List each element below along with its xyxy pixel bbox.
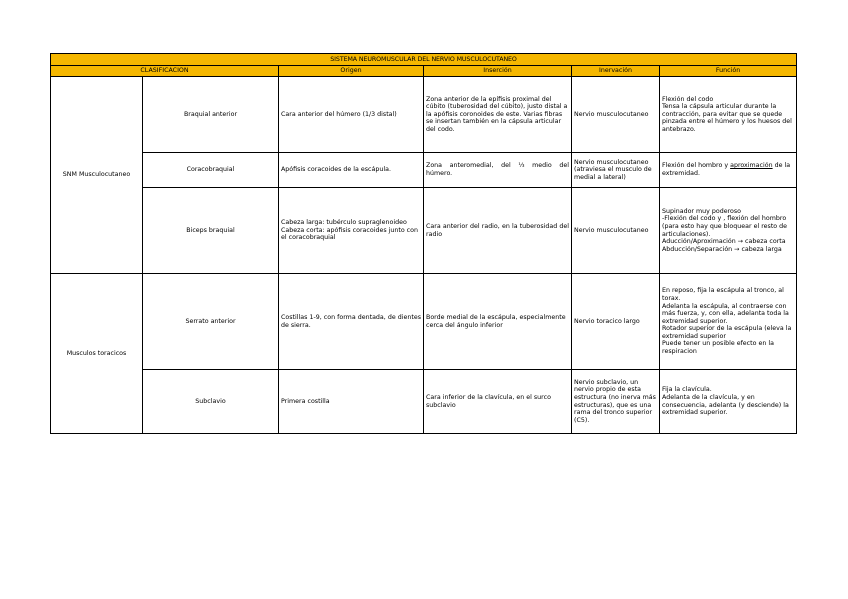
insercion-cell: Cara inferior de la clavícula, en el surco subclavio: [424, 370, 572, 434]
funcion-line: En reposo, fija la escápula al tronco, al torax.: [662, 287, 784, 302]
muscle-name: Coracobraquial: [143, 153, 279, 188]
funcion-text: de la extremidad.: [662, 162, 791, 177]
muscle-name: Biceps braquial: [143, 188, 279, 274]
header-insercion: Inserción: [424, 66, 572, 77]
funcion-text: Flexión del hombro y: [662, 162, 731, 170]
inervacion-cell: Nervio musculocutaneo: [572, 188, 660, 274]
funcion-line: Supinador muy poderoso: [662, 207, 742, 215]
funcion-line: Rotador superior de la escápula (eleva la extremidad superior: [662, 325, 792, 340]
table-row: [51, 153, 797, 188]
funcion-cell: [660, 274, 797, 370]
funcion-line: Puede tener un posible efecto en la respiracion: [662, 340, 774, 356]
header-origen: Origen: [279, 66, 424, 77]
header-clasificacion: CLASIFICACION: [51, 66, 279, 77]
funcion-line: Adelanta la escápula, al contraerse con más fuerza, y, con ella, adelanta toda la extremidad superior.: [662, 302, 789, 325]
header-funcion: Función: [660, 66, 797, 77]
table-row: [51, 274, 797, 370]
insercion-cell: Zona anteromedial, del ⅓ medio del húmero.: [424, 153, 572, 188]
funcion-line: -Flexión del codo y , flexión del hombro (para esto hay que bloquear el resto de articulaciones).: [662, 215, 788, 238]
table-row: [51, 370, 797, 434]
muscle-name: Subclavio: [143, 370, 279, 434]
funcion-line: Abducción/Separación → cabeza larga: [662, 245, 782, 253]
origen-cell: Cabeza larga: tubérculo supraglenoideo Cabeza corta: apófisis coracoides junto con el coracobraquial: [279, 188, 424, 274]
funcion-cell: [660, 370, 797, 434]
musculocutaneous-table: [50, 53, 797, 434]
origen-cell: Cara anterior del húmero (1/3 distal): [279, 77, 424, 153]
title-row: [51, 54, 797, 66]
muscle-name: Serrato anterior: [143, 274, 279, 370]
origen-cell: Primera costilla: [279, 370, 424, 434]
header-inervacion: Inervación: [572, 66, 660, 77]
funcion-line: Flexión del codo: [662, 95, 714, 103]
origen-cell: Costillas 1-9, con forma dentada, de dientes de sierra.: [279, 274, 424, 370]
muscle-name: Braquial anterior: [143, 77, 279, 153]
insercion-cell: Cara anterior del radio, en la tuberosidad del radio: [424, 188, 572, 274]
insercion-cell: Zona anterior de la epífisis proximal del cúbito (tuberosidad del cúbito), justo distal a la apófisis coronoides de este. Varias fibras se insertan también en la cápsula articular del codo.: [424, 77, 572, 153]
inervacion-cell: Nervio toracico largo: [572, 274, 660, 370]
aproximacion-link[interactable]: aproximación: [730, 162, 773, 170]
group-snm-musculocutaneo: SNM Musculocutaneo: [51, 77, 143, 274]
funcion-line: Tensa la cápsula articular durante la contracción, para evitar que se quede pinzada entre el húmero y los huesos del antebrazo.: [662, 103, 792, 133]
table-row: [51, 188, 797, 274]
funcion-cell: [660, 153, 797, 188]
inervacion-cell: Nervio musculocutaneo (atraviesa el musculo de medial a lateral): [572, 153, 660, 188]
inervacion-cell: Nervio subclavio, un nervio propio de esta estructura (no inerva más estructuras), que es una rama del tronco superior (C5).: [572, 370, 660, 434]
funcion-line: Adelanta de la clavícula, y en consecuencia, adelanta (y desciende) la extremidad superior.: [662, 393, 789, 417]
header-row: [51, 66, 797, 77]
funcion-cell: [660, 77, 797, 153]
sheet-title: SISTEMA NEUROMUSCULAR DEL NERVIO MUSCULOCUTANEO: [51, 54, 797, 66]
group-musculos-toracicos: Musculos toracicos: [51, 274, 143, 434]
funcion-cell: [660, 188, 797, 274]
origen-cell: Apófisis coracoides de la escápula.: [279, 153, 424, 188]
funcion-line: Fija la clavícula.: [662, 386, 712, 394]
table-row: [51, 77, 797, 153]
insercion-cell: Borde medial de la escápula, especialmente cerca del ángulo inferior: [424, 274, 572, 370]
inervacion-cell: Nervio musculocutaneo: [572, 77, 660, 153]
funcion-line: Aducción/Aproximación → cabeza corta: [662, 238, 786, 246]
